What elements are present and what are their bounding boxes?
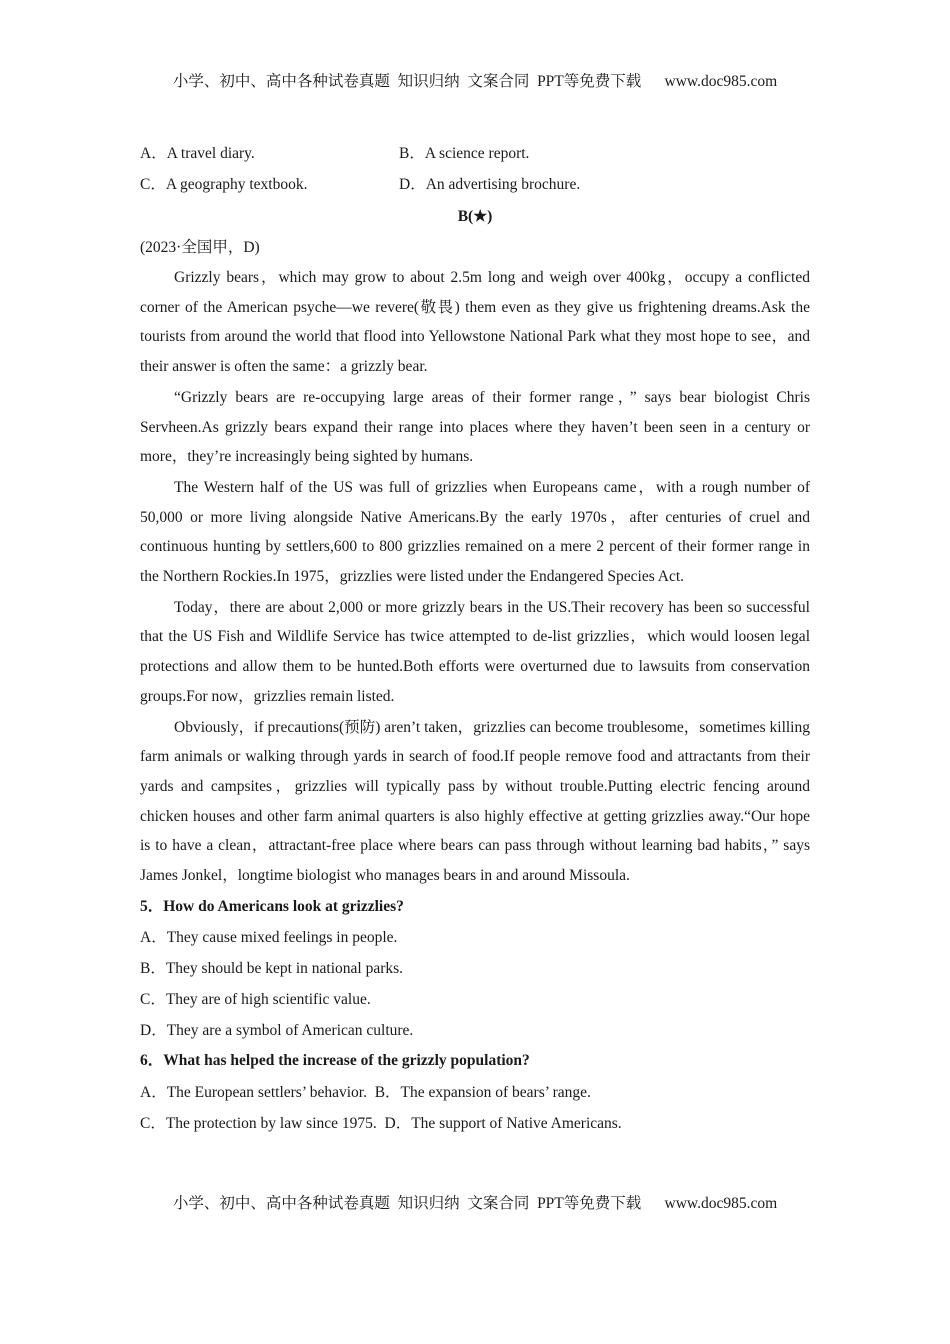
question-6-options-cd: C．The protection by law since 1975. D．The support of Native Americans. (140, 1114, 622, 1132)
option-a: A．A travel diary. (140, 145, 255, 162)
page-header: 小学、初中、高中各种试卷真题 知识归纳 文案合同 PPT等免费下载 www.doc985.com (172, 73, 778, 90)
passage-paragraph: Obviously，if precautions(预防) aren’t taken，grizzlies can become troublesome，sometimes killing farm animals or walking through yards in search of food.If people remove food and attractants from their yards and campsites，grizzlies will typically pass by without trouble.Putting electric fencing around chicken houses and other farm animal quarters is also highly effective at getting grizzlies away.“Our hope is to have a clean，attractant-free place where bears can pass through without learning bad habits，” says James Jonkel，longtime biologist who manages bears in and around Missoula. (140, 718, 810, 885)
option-b: B．A science report. (399, 145, 530, 162)
question-5-option-c: C．They are of high scientific value. (140, 991, 371, 1009)
question-5-option-d: D．They are a symbol of American culture. (140, 1022, 414, 1040)
option-d: D．An advertising brochure. (399, 176, 581, 193)
passage-paragraph: The Western half of the US was full of grizzlies when Europeans came，with a rough number of 50,000 or more living alongside Native Americans.By the early 1970s，after centuries of cruel and continuous hunting by settlers,600 to 800 grizzlies remained on a mere 2 percent of their former range in the Northern Rockies.In 1975，grizzlies were listed under the Endangered Species Act. (140, 478, 810, 586)
passage-paragraph: Grizzly bears，which may grow to about 2.5m long and weigh over 400kg，occupy a conflicted corner of the American psyche—we revere(敬畏) them even as they give us frightening dreams.Ask the tourists from around the world that flood into Yellowstone National Park what they most hope to see，and their answer is often the same：a grizzly bear. (140, 269, 810, 376)
previous-question-options (140, 172, 810, 203)
source-label: (2023·全国甲，D) (140, 239, 260, 256)
question-5-option-b: B．They should be kept in national parks. (140, 960, 404, 978)
passage-paragraph: Today，there are about 2,000 or more grizzly bears in the US.Their recovery has been so successful that the US Fish and Wildlife Service has twice attempted to de-list grizzlies，which would loosen legal protections and allow them to be hunted.Both efforts were overturned due to lawsuits from conservation groups.For now，grizzlies remain listed. (140, 598, 810, 705)
question-5-option-a: A．They cause mixed feelings in people. (140, 929, 398, 947)
question-5-stem: 5．How do Americans look at grizzlies? (140, 897, 404, 915)
section-title: B(★) (457, 208, 493, 225)
document-body (140, 141, 810, 1139)
previous-question-options (140, 141, 810, 172)
question-6-stem: 6．What has helped the increase of the grizzly population? (140, 1052, 530, 1070)
passage-paragraph: “Grizzly bears are re-occupying large areas of their former range，” says bear biologist Chris Servheen.As grizzly bears expand their range into places where they haven’t been seen in a century or more，they’re increasingly being sighted by humans. (140, 388, 810, 466)
question-6-options-ab: A．The European settlers’ behavior. B．The expansion of bears’ range. (140, 1083, 591, 1101)
option-c: C．A geography textbook. (140, 176, 308, 193)
page-footer: 小学、初中、高中各种试卷真题 知识归纳 文案合同 PPT等免费下载 www.doc985.com (172, 1195, 778, 1212)
